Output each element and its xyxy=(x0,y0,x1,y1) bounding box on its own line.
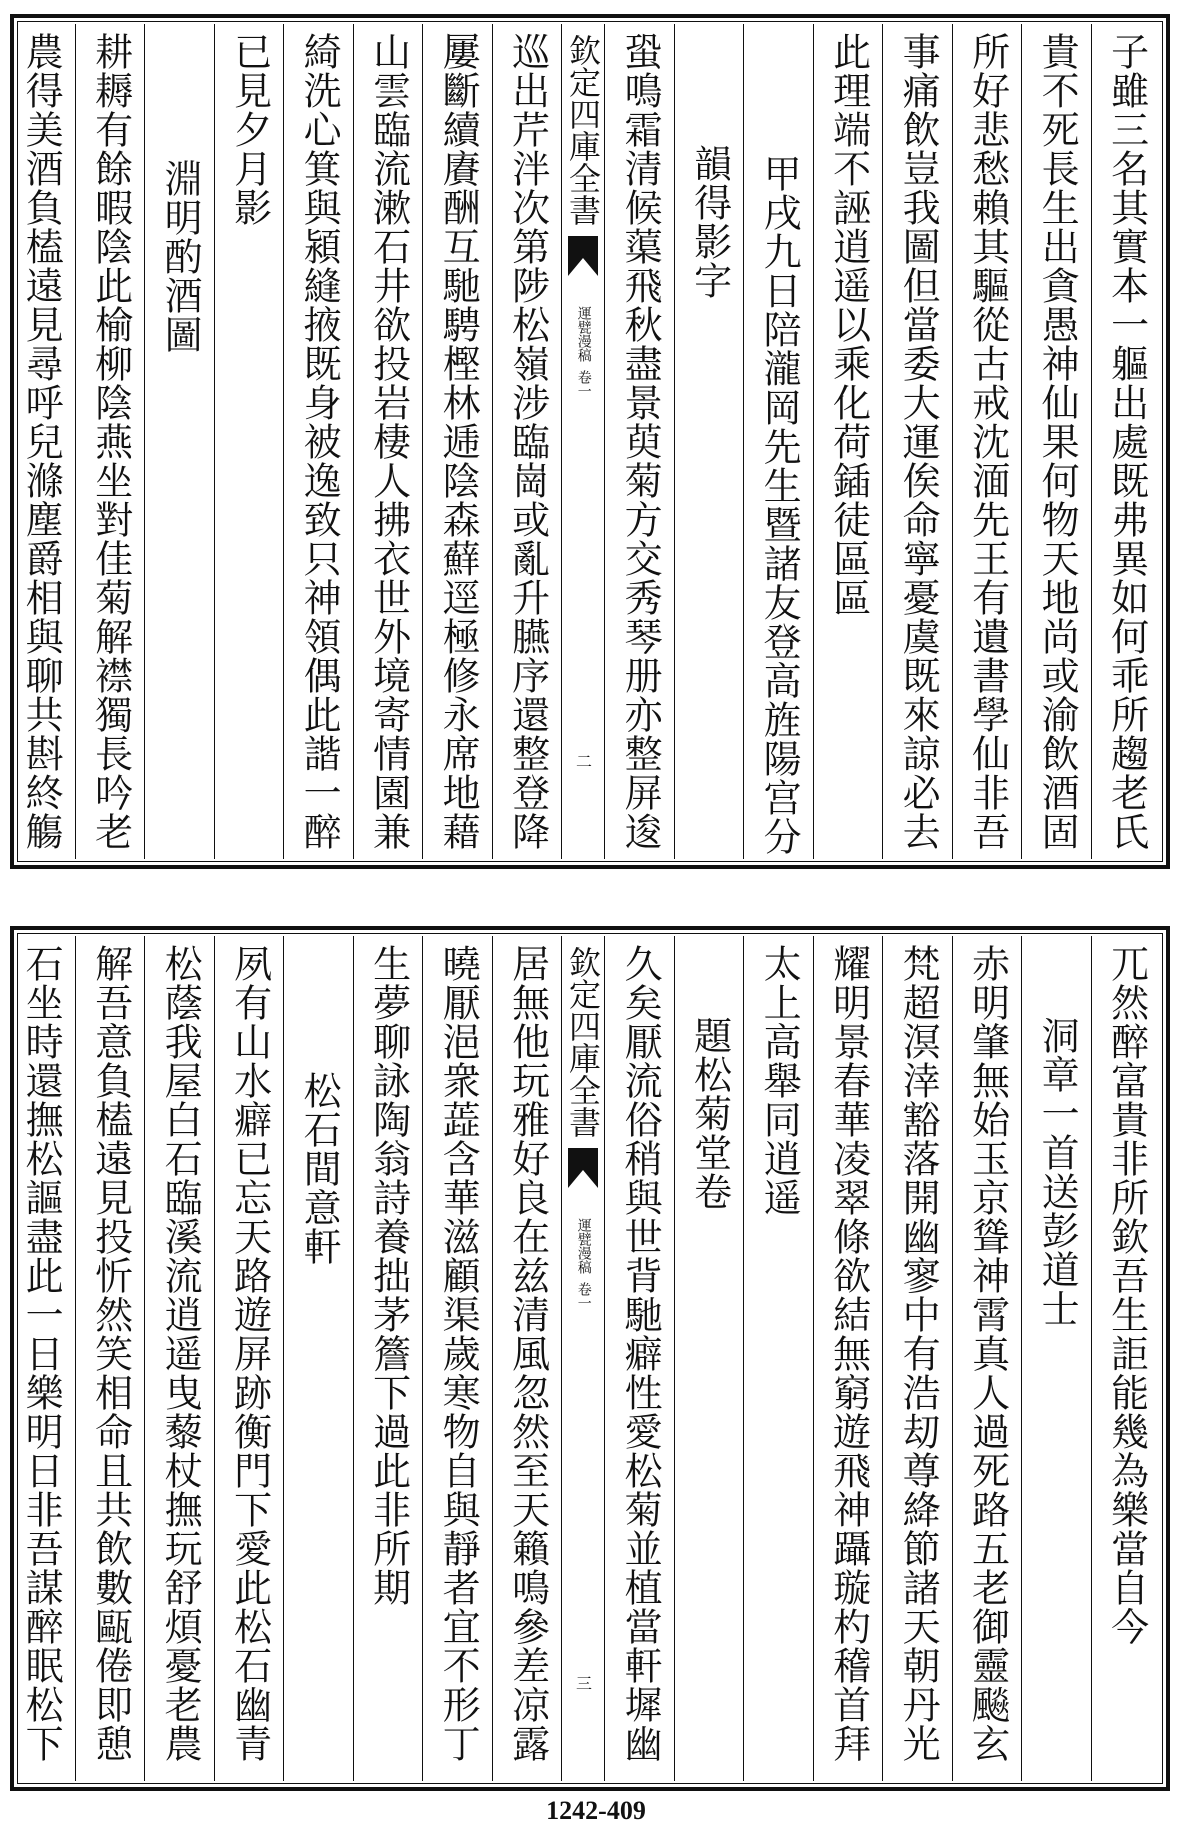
top-right-half xyxy=(605,24,1160,859)
text-column xyxy=(952,24,1022,859)
center-margin xyxy=(561,24,605,859)
text-column xyxy=(1021,24,1091,859)
bottom-left-half xyxy=(6,936,561,1781)
leaf-number: 二 xyxy=(573,753,593,769)
leaf-number: 三 xyxy=(573,1675,593,1691)
column-text: 石坐時還撫松謳盡此一日樂明日非吾謀醉眠松下 xyxy=(19,944,64,1763)
column-text: 韻得影字 xyxy=(687,144,732,300)
poem-title: 題松菊堂卷 xyxy=(687,1016,732,1211)
poem-title-column xyxy=(1021,936,1091,1781)
text-column xyxy=(605,936,674,1781)
column-text: 耀明景春華凌翠條欲結無窮遊飛神躡璇杓稽首拜 xyxy=(826,944,871,1763)
column-text: 夙有山水癖已忘天路遊屏跡衡門下愛此松石幽青 xyxy=(227,944,272,1763)
column-text: 巡出芹泮次第陟松嶺涉臨崗或亂升臙序還整登降 xyxy=(505,32,550,851)
text-column xyxy=(492,936,562,1781)
text-column xyxy=(214,24,284,859)
column-text: 久矣厭流俗稍與世背馳癖性愛松菊並植當軒墀幽 xyxy=(618,944,663,1763)
poem-title: 淵明酌酒圖 xyxy=(158,159,203,354)
page-number: 1242-409 xyxy=(546,1796,646,1825)
top-page-columns xyxy=(20,24,1160,859)
column-text: 生夢聊詠陶翁詩養拙茅簷下過此非所期 xyxy=(366,944,411,1607)
text-column xyxy=(952,936,1022,1781)
text-column xyxy=(144,936,214,1781)
text-column xyxy=(605,24,674,859)
column-text: 已見夕月影 xyxy=(227,32,272,227)
column-text: 農得美酒負榼遠見尋呼兒滌塵爵相與聊共斟終觴 xyxy=(19,32,64,851)
column-text: 曉厭浥衆蕋含華滋顧渠歲寒物自與靜者宜不形丁 xyxy=(436,944,481,1763)
column-text: 松蔭我屋白石臨溪流逍遥曳藜杖撫玩舒煩憂老農 xyxy=(158,944,203,1763)
text-column xyxy=(6,24,75,859)
text-column xyxy=(492,24,562,859)
poem-title-column xyxy=(283,936,353,1781)
column-text: 綺洗心箕與潁縫掖既身被逸致只神領偶此諧一醉 xyxy=(297,32,342,851)
poem-title-column xyxy=(144,24,214,859)
column-text: 此理端不誣逍遥以乘化荷鍤徒區區 xyxy=(826,32,871,617)
poem-title-column xyxy=(674,936,744,1781)
text-column xyxy=(6,936,75,1781)
text-column xyxy=(813,24,883,859)
text-column xyxy=(882,936,952,1781)
text-column xyxy=(743,936,813,1781)
column-text: 居無他玩雅好良在兹清風忽然至天籟鳴參差凉露 xyxy=(505,944,550,1763)
text-column xyxy=(214,936,284,1781)
column-text: 子雖三名其實本一軀出處既弗異如何乖所趨老氏 xyxy=(1104,32,1149,851)
column-text: 屢斷續賡酬互馳騁樫林逓陰森蘚逕極修永席地藉 xyxy=(436,32,481,851)
text-column xyxy=(75,24,145,859)
poem-title-column xyxy=(743,24,813,859)
column-text: 事痛飲豈我圖但當委大運俟命寧憂虞既來諒必去 xyxy=(896,32,941,851)
book-title: 運甓漫稿 xyxy=(575,1218,592,1274)
column-text: 貴不死長生出貪愚神仙果何物天地尚或渝飲酒固 xyxy=(1035,32,1080,851)
top-left-half xyxy=(6,24,561,859)
column-text: 山雲臨流漱石井欲投岩棲人拂衣世外境寄情園兼 xyxy=(366,32,411,851)
column-text: 所好悲愁賴其驅從古戒沈湎先王有遺書學仙非吾 xyxy=(965,32,1010,851)
text-column xyxy=(283,24,353,859)
text-column xyxy=(674,24,744,859)
bottom-right-half xyxy=(605,936,1160,1781)
top-page xyxy=(10,14,1170,869)
text-column xyxy=(813,936,883,1781)
series-title: 欽定四庫全書 xyxy=(564,34,602,226)
text-column xyxy=(422,24,492,859)
column-text: 梵超溟涬豁落開幽寥中有浩刧尊絳節諸天朝丹光 xyxy=(896,944,941,1763)
column-text: 蛩鳴霜清候蕖飛秋盡景萸菊方交秀琴册亦整屏逡 xyxy=(618,32,663,851)
text-column xyxy=(353,24,423,859)
column-text: 解吾意負榼遠見投忻然笑相命且共飲數甌倦即憩 xyxy=(88,944,133,1763)
juan-number: 卷一 xyxy=(575,370,592,398)
text-column xyxy=(1091,24,1161,859)
column-text: 兀然醉富貴非所欽吾生詎能幾為樂當自今 xyxy=(1104,944,1149,1646)
poem-title: 洞章一首送彭道士 xyxy=(1035,1016,1080,1328)
bottom-page-columns xyxy=(20,936,1160,1781)
column-text: 赤明肇無始玉京聳神霄真人過死路五老御靈飈玄 xyxy=(965,944,1010,1763)
fishtail-mark xyxy=(568,1148,598,1188)
column-text: 耕耨有餘暇陰此榆柳陰燕坐對佳菊解襟獨長吟老 xyxy=(88,32,133,851)
bottom-page xyxy=(10,926,1170,1791)
text-column xyxy=(75,936,145,1781)
text-column xyxy=(882,24,952,859)
text-column xyxy=(1091,936,1161,1781)
text-column xyxy=(353,936,423,1781)
poem-title: 甲戌九日陪瀧岡先生暨諸友登高旌陽宫分 xyxy=(757,154,802,856)
center-margin xyxy=(561,936,605,1781)
poem-title: 松石間意軒 xyxy=(297,1071,342,1266)
series-title: 欽定四庫全書 xyxy=(564,946,602,1138)
book-title: 運甓漫稿 xyxy=(575,306,592,362)
column-text: 太上高舉同逍遥 xyxy=(757,944,802,1217)
fishtail-mark xyxy=(568,236,598,276)
text-column xyxy=(422,936,492,1781)
juan-number: 卷一 xyxy=(575,1282,592,1310)
